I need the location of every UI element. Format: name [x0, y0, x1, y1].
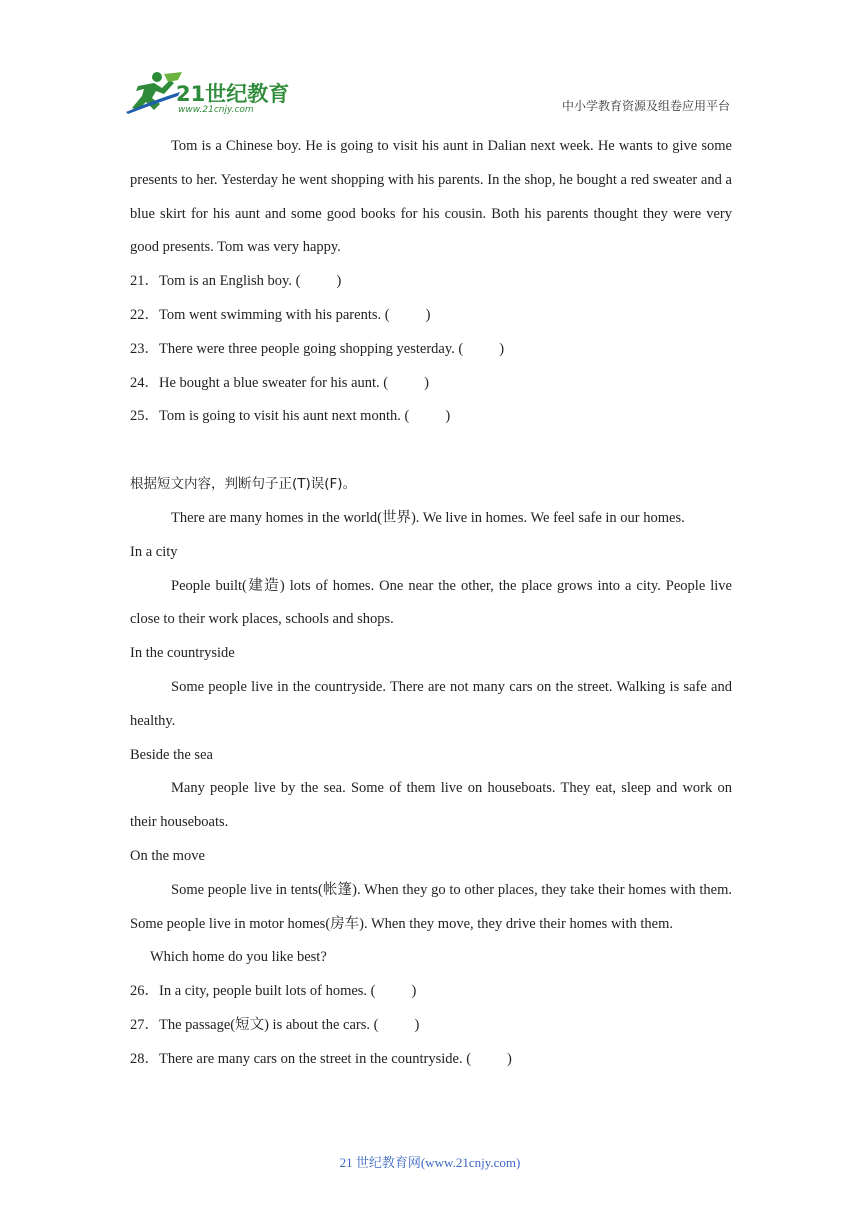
section-heading: Beside the sea	[130, 746, 213, 763]
question-23: 23．There were three people going shopping yesterday. ( )	[130, 340, 505, 357]
section-heading: In the countryside	[130, 645, 235, 662]
passage-1: Tom is a Chinese boy. He is going to visit his aunt in Dalian next week. He wants to give some presents to her. Yesterday he went shopping with his parents. In the shop, he bought a red sweater and a blue skirt for his aunt and some good books for his cousin. Both his parents thought they were very good presents. Tom was very happy.	[130, 138, 732, 256]
question-28: 28．There are many cars on the street in the countryside. ( )	[130, 1050, 512, 1067]
document-body	[130, 130, 732, 1077]
section-text: Some people live in tents(帐篷). When they go to other places, they take their homes with them. Some people live in motor homes(房车). When they move, they drive their homes with them.	[130, 881, 732, 932]
section-gap	[130, 434, 732, 468]
question-27: 27．The passage(短文) is about the cars. ( )	[130, 1016, 420, 1033]
section-heading: In a city	[130, 543, 178, 560]
question-22: 22．Tom went swimming with his parents. ( )	[130, 306, 431, 323]
section-text: Many people live by the sea. Some of them live on houseboats. They eat, sleep and work on their houseboats.	[130, 780, 732, 831]
question-21: 21．Tom is an English boy. ( )	[130, 273, 342, 290]
question-24: 24．He bought a blue sweater for his aunt. ( )	[130, 374, 429, 391]
platform-name: 中小学教育资源及组卷应用平台	[561, 99, 730, 113]
runner-logo-icon	[124, 70, 294, 116]
page-footer: 21 世纪教育网(www.21cnjy.com)	[339, 1155, 521, 1170]
logo-text: 21世纪教育	[176, 82, 290, 106]
brand-logo	[124, 70, 294, 116]
section-text: People built(建造) lots of homes. One near the other, the place grows into a city. People live close to their work places, schools and shops.	[130, 577, 732, 628]
passage-2-intro: There are many homes in the world(世界). We live in homes. We feel safe in our homes.	[171, 509, 685, 526]
question-26: 26．In a city, people built lots of homes. ( )	[130, 983, 417, 1000]
section-heading: On the move	[130, 847, 205, 864]
section-text: Some people live in the countryside. There are not many cars on the street. Walking is safe and healthy.	[130, 678, 732, 729]
instruction: 根据短文内容，判断句子正(T)误(F)。	[130, 476, 357, 493]
page-header	[0, 0, 860, 120]
question-25: 25．Tom is going to visit his aunt next month. ( )	[130, 408, 451, 425]
closing-question: Which home do you like best?	[150, 949, 327, 966]
logo-url-text: www.21cnjy.com	[178, 105, 254, 115]
